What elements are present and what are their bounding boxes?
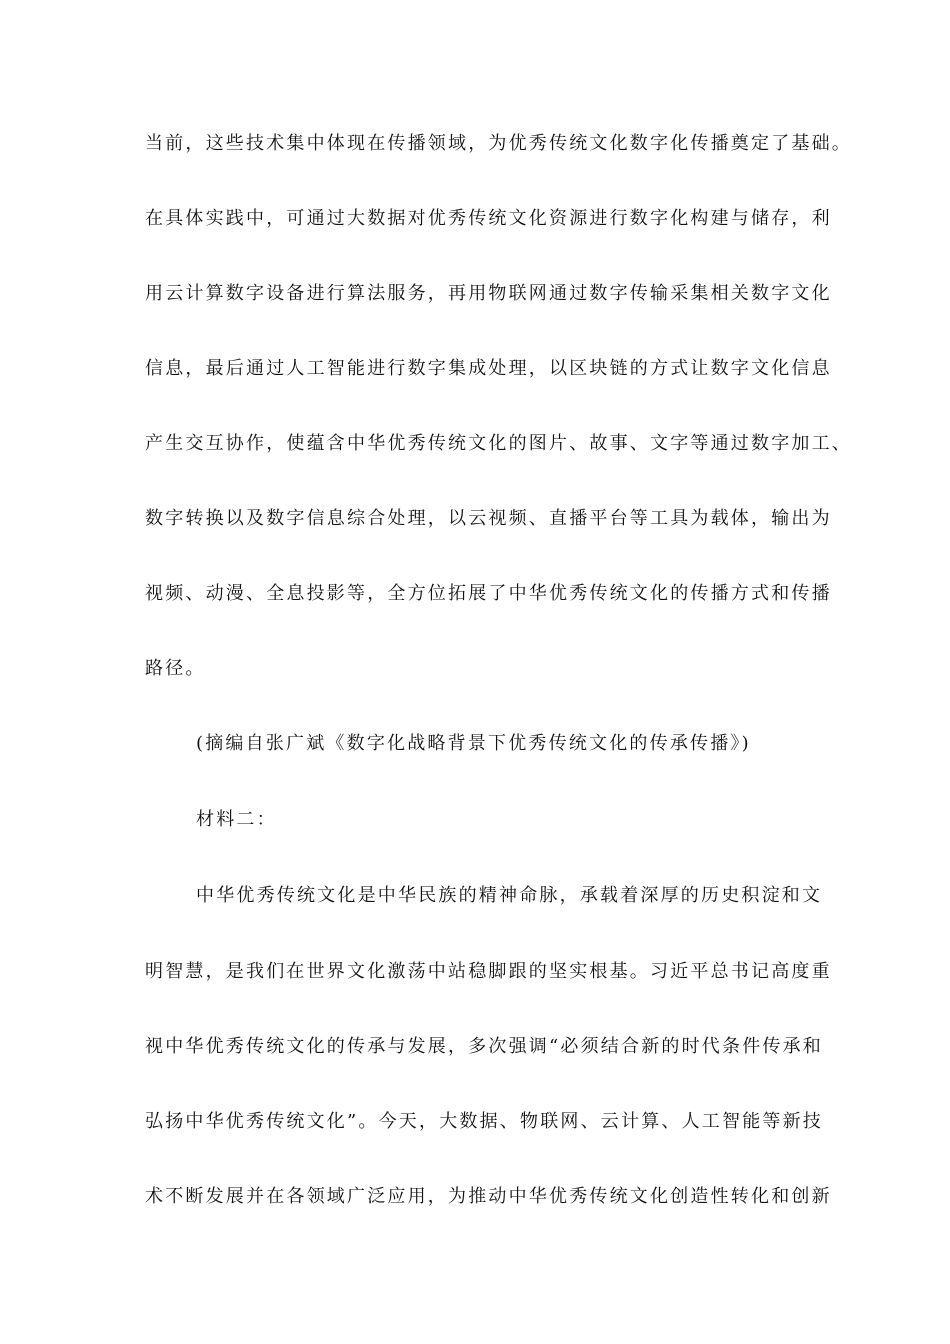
paragraph-line: 在具体实践中，可通过大数据对优秀传统文化资源进行数字化构建与储存，利 [145,208,832,229]
paragraph-line: 数字转换以及数字信息综合处理，以云视频、直播平台等工具为载体，输出为 [145,508,832,529]
paragraph-line: 中华优秀传统文化是中华民族的精神命脉，承载着深厚的历史积淀和文 [196,885,823,906]
paragraph-line: 视频、动漫、全息投影等，全方位拓展了中华优秀传统文化的传播方式和传播 [145,583,832,604]
paragraph-line: 路径。 [145,658,206,679]
paragraph-line: 当前，这些技术集中体现在传播领域，为优秀传统文化数字化传播奠定了基础。 [145,133,852,154]
source-citation: (摘编自张广斌《数字化战略背景下优秀传统文化的传承传播》) [196,733,751,754]
paragraph-line: 信息，最后通过人工智能进行数字集成处理，以区块链的方式让数字文化信息 [145,358,832,379]
paragraph-line: 术不断发展并在各领域广泛应用，为推动中华优秀传统文化创造性转化和创新 [145,1186,832,1207]
paragraph-line: 产生交互协作，使蕴含中华优秀传统文化的图片、故事、文字等通过数字加工、 [145,433,852,454]
paragraph-line: 用云计算数字设备进行算法服务，再用物联网通过数字传输采集相关数字文化 [145,283,832,304]
paragraph-line: 视中华优秀传统文化的传承与发展，多次强调“必须结合新的时代条件传承和 [145,1036,823,1057]
paragraph-line: 弘扬中华优秀传统文化”。今天，大数据、物联网、云计算、人工智能等新技 [145,1111,823,1132]
paragraph-line: 明智慧，是我们在世界文化激荡中站稳脚跟的坚实根基。习近平总书记高度重 [145,961,832,982]
section-heading: 材料二： [196,809,277,830]
